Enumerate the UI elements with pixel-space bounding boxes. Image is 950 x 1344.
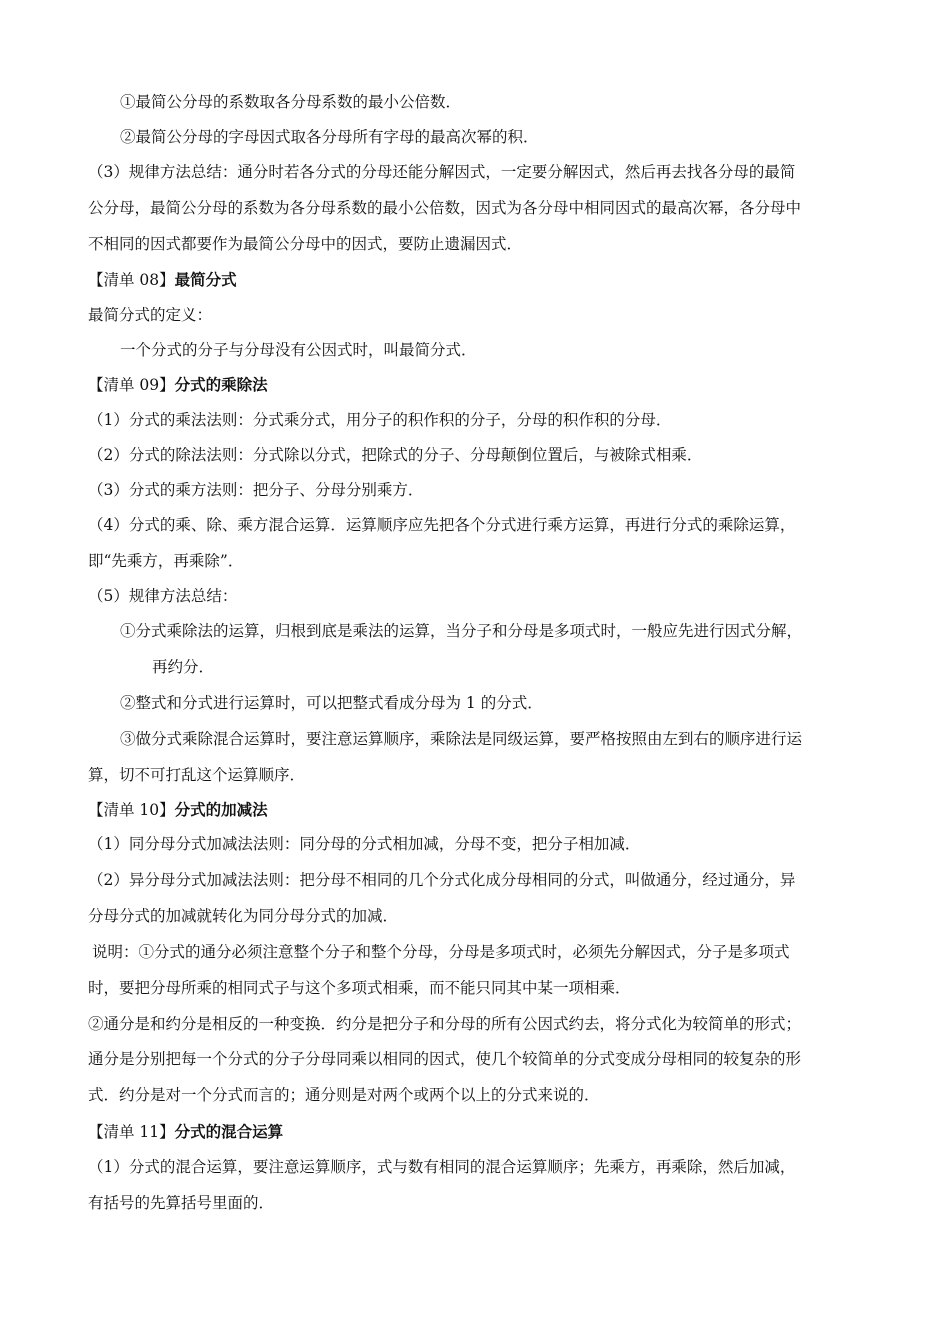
text-line: 通分是分别把每一个分式的分子分母同乘以相同的因式，使几个较简单的分式变成分母相同的较复杂的形 [88,1050,802,1068]
text-line: （1）分式的乘法法则：分式乘分式，用分子的积作积的分子，分母的积作积的分母． [88,411,672,429]
section-heading: 【清单 08】最简分式 [88,270,237,289]
text-line: （5）规律方法总结： [88,587,238,605]
text-line: （3）分式的乘方法则：把分子、分母分别乘方． [88,481,424,499]
text-line: （4）分式的乘、除、乘方混合运算．运算顺序应先把各个分式进行乘方运算，再进行分式的乘除运算， [88,516,796,534]
text-line: 说明：①分式的通分必须注意整个分子和整个分母，分母是多项式时，必须先分解因式，分子是多项式 [92,943,790,961]
text-line: 式．约分是对一个分式而言的；通分则是对两个或两个以上的分式来说的． [88,1086,600,1104]
text-line: （2）分式的除法法则：分式除以分式，把除式的分子、分母颠倒位置后，与被除式相乘． [88,446,703,464]
text-line: ①分式乘除法的运算，归根到底是乘法的运算，当分子和分母是多项式时，一般应先进行因式分解， [120,622,803,640]
text-line: 再约分． [152,658,215,676]
text-line: 即“先乘方，再乘除”． [88,552,244,570]
text-line: 分母分式的加减就转化为同分母分式的加减． [88,907,399,925]
text-line: 不相同的因式都要作为最简公分母中的因式，要防止遗漏因式． [88,235,523,253]
text-line: 时，要把分母所乘的相同式子与这个多项式相乘，而不能只同其中某一项相乘． [88,979,631,997]
text-line: 算，切不可打乱这个运算顺序． [88,766,306,784]
text-line: ③做分式乘除混合运算时，要注意运算顺序，乘除法是同级运算，要严格按照由左到右的顺序进行运 [120,730,803,748]
text-line: （1）分式的混合运算，要注意运算顺序，式与数有相同的混合运算顺序；先乘方，再乘除，然后加减， [88,1158,796,1176]
text-line: ②整式和分式进行运算时，可以把整式看成分母为 1 的分式． [120,694,543,712]
text-line: （2）异分母分式加减法法则：把分母不相同的几个分式化成分母相同的分式，叫做通分，经过通分，异 [88,871,796,889]
section-heading: 【清单 09】分式的乘除法 [88,375,268,394]
text-line: 一个分式的分子与分母没有公因式时，叫最简分式． [120,341,477,359]
text-line: （3）规律方法总结：通分时若各分式的分母还能分解因式，一定要分解因式，然后再去找各分母的最简 [88,163,796,181]
text-line: 公分母，最简公分母的系数为各分母系数的最小公倍数，因式为各分母中相同因式的最高次幂，各分母中 [88,199,802,217]
section-heading: 【清单 10】分式的加减法 [88,800,268,819]
text-line: ②通分是和约分是相反的一种变换．约分是把分子和分母的所有公因式约去，将分式化为较简单的形式； [88,1015,802,1033]
text-line: ②最简公分母的字母因式取各分母所有字母的最高次幂的积． [120,128,539,146]
section-heading: 【清单 11】分式的混合运算 [88,1122,284,1141]
text-line: 有括号的先算括号里面的． [88,1194,275,1212]
text-line: 最简分式的定义： [88,306,213,324]
text-line: （1）同分母分式加减法法则：同分母的分式相加减，分母不变，把分子相加减． [88,835,641,853]
text-line: ①最简公分母的系数取各分母系数的最小公倍数． [120,93,462,111]
